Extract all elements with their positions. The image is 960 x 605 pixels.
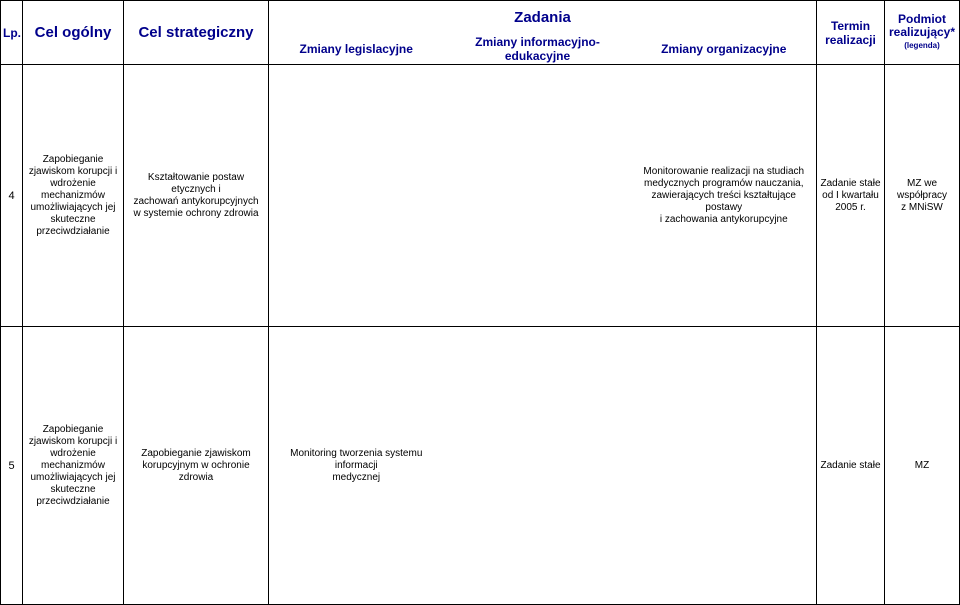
text-line: zawierających treści kształtujące postawy [651, 189, 796, 213]
header-zadania: Zadania [269, 1, 817, 34]
cell-zmiany-legislacyjne [269, 65, 444, 327]
text-line: umożliwiających jej [30, 201, 116, 213]
table-row [1, 65, 960, 327]
header-podmiot-line1: Podmiot [898, 12, 946, 26]
cell-cel-ogolny [23, 65, 124, 327]
table-row [1, 327, 960, 605]
cell-cel-ogolny [23, 327, 124, 605]
text-line: zachowań antykorupcyjnych [133, 195, 259, 207]
text-line: MZ [914, 459, 930, 471]
text-line: skuteczne [50, 213, 96, 225]
text-line: Monitorowanie realizacji na studiach [643, 165, 805, 177]
header-row-1 [1, 1, 960, 34]
text-line: Zadanie stałe [820, 177, 881, 189]
text-line: MZ we [907, 177, 937, 189]
header-zmiany-legislacyjne: Zmiany legislacyjne [269, 34, 444, 65]
cell-zmiany-organizacyjne [632, 327, 817, 605]
header-zmiany-organizacyjne: Zmiany organizacyjne [632, 34, 817, 65]
text-line: mechanizmów [41, 459, 105, 471]
row-number: 4 [1, 65, 23, 327]
header-zmiany-informacyjno: Zmiany informacyjno-edukacyjne [444, 34, 632, 65]
header-podmiot [885, 1, 960, 65]
text-line: zjawiskom korupcji i [28, 165, 118, 177]
cell-zmiany-informacyjno [444, 327, 632, 605]
cell-cel-strategiczny [124, 65, 269, 327]
header-cel-strategiczny: Cel strategiczny [124, 1, 269, 65]
cell-termin [817, 65, 885, 327]
text-line: Zadanie stałe [820, 459, 881, 471]
text-line: 2005 r. [835, 201, 866, 213]
cell-zmiany-legislacyjne [269, 327, 444, 605]
text-line: Zapobieganie [42, 423, 104, 435]
header-lp: Lp. [1, 1, 23, 65]
text-line: Zapobieganie zjawiskom [141, 447, 251, 459]
text-line: wdrożenie [50, 447, 96, 459]
header-podmiot-line2: realizujący* [888, 25, 956, 39]
text-line: przeciwdziałanie [36, 495, 110, 507]
text-line: i zachowania antykorupcyjne [659, 213, 788, 225]
text-line: skuteczne [50, 483, 96, 495]
cell-zmiany-organizacyjne [632, 65, 817, 327]
cell-termin [817, 327, 885, 605]
text-line: mechanizmów [41, 189, 105, 201]
text-line: współpracy [896, 189, 948, 201]
text-line: korupcyjnym w ochronie zdrowia [142, 459, 250, 483]
header-podmiot-legend: (legenda) [904, 41, 940, 50]
header-termin-line2: realizacji [825, 32, 876, 47]
text-line: z MNiSW [901, 201, 943, 213]
text-line: od I kwartału [822, 189, 879, 201]
cell-podmiot [885, 327, 960, 605]
text-line: Kształtowanie postaw etycznych i [147, 171, 245, 195]
row-number: 5 [1, 327, 23, 605]
header-cel-ogolny: Cel ogólny [23, 1, 124, 65]
text-line: Zapobieganie [42, 153, 104, 165]
text-line: medycznych programów nauczania, [643, 177, 804, 189]
text-line: Monitoring tworzenia systemu informacji [290, 447, 423, 471]
text-line: zjawiskom korupcji i [28, 435, 118, 447]
text-line: w systemie ochrony zdrowia [133, 207, 259, 219]
cell-podmiot [885, 65, 960, 327]
text-line: przeciwdziałanie [36, 225, 110, 237]
cell-cel-strategiczny [124, 327, 269, 605]
text-line: umożliwiających jej [30, 471, 116, 483]
text-line: medycznej [332, 471, 381, 483]
text-line: wdrożenie [50, 177, 96, 189]
header-termin [817, 1, 885, 65]
header-termin-line1: Termin [830, 18, 871, 33]
cell-zmiany-informacyjno [444, 65, 632, 327]
